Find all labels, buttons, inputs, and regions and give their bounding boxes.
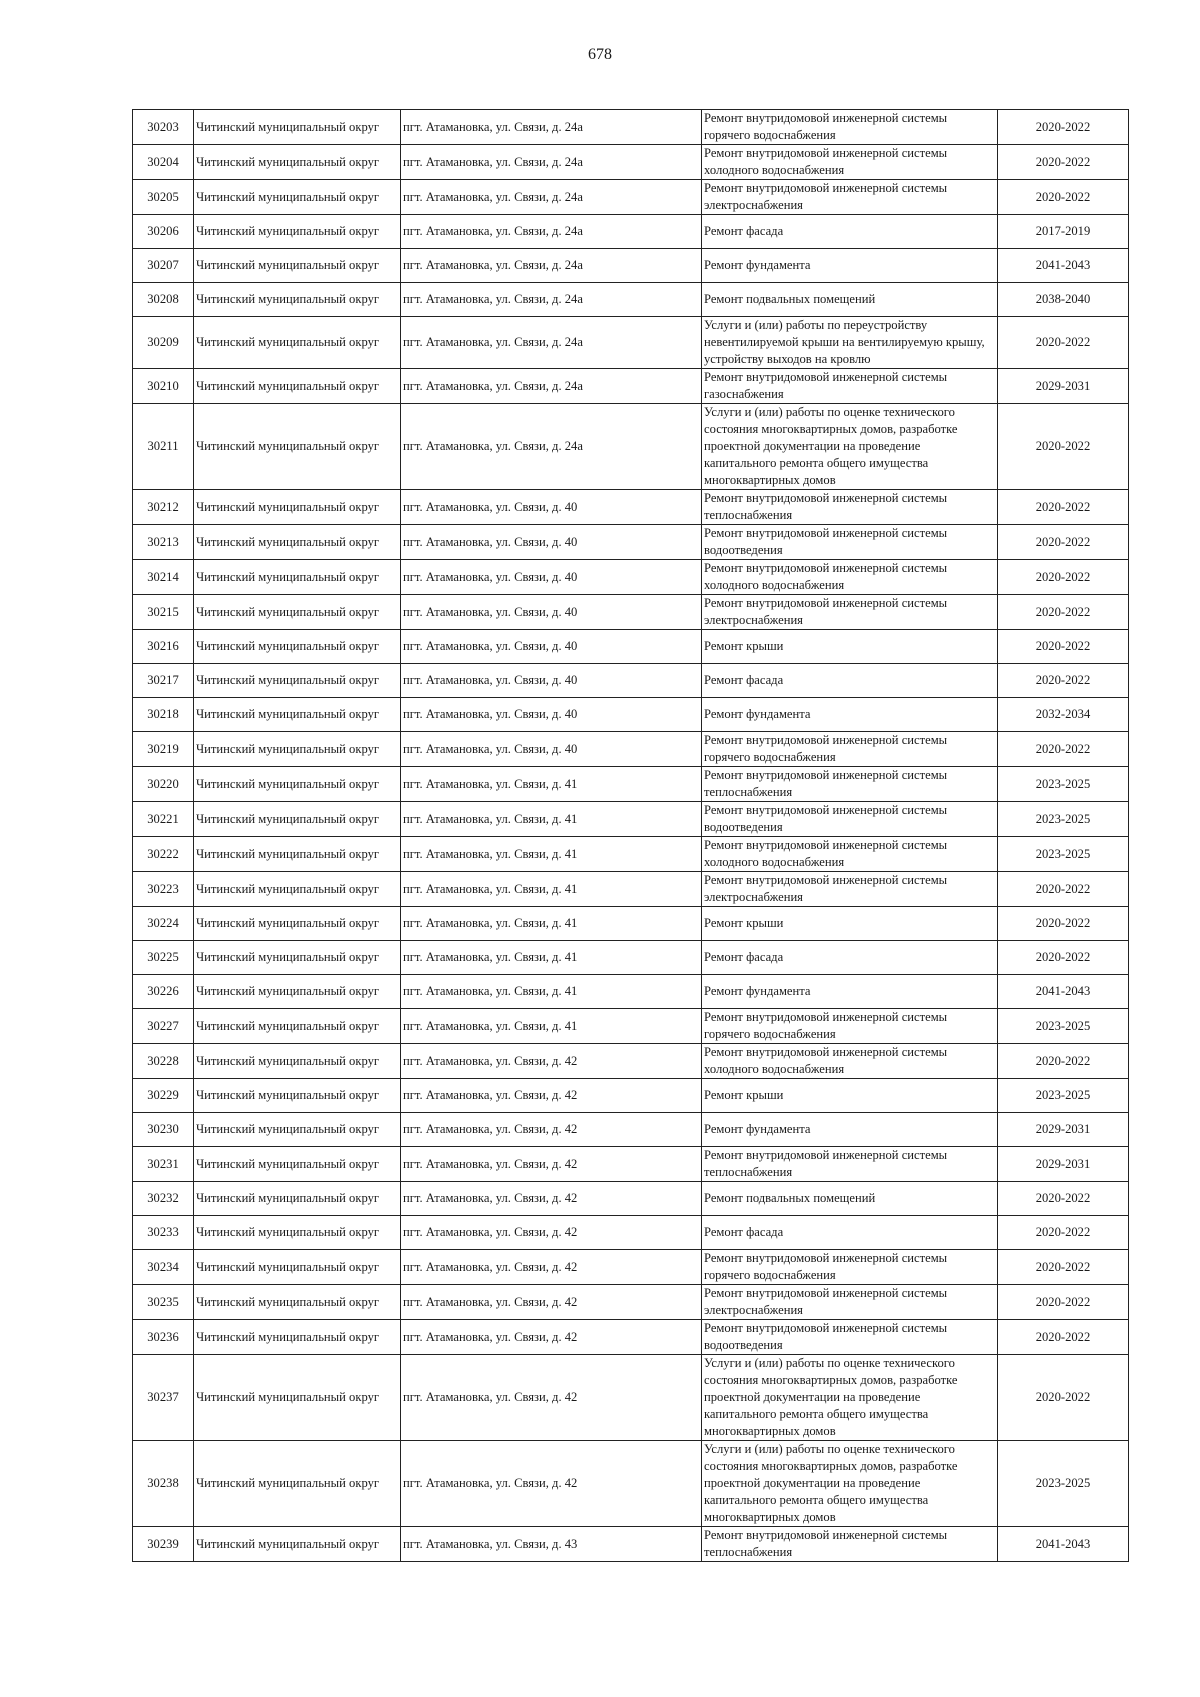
table-row — [133, 732, 1129, 767]
period-cell: 2020-2022 — [998, 630, 1129, 664]
work-type-cell: Ремонт внутридомовой инженерной системы горячего водоснабжения — [702, 732, 998, 767]
period-cell: 2020-2022 — [998, 110, 1129, 145]
address-cell: пгт. Атамановка, ул. Связи, д. 40 — [401, 560, 702, 595]
period-cell: 2023-2025 — [998, 802, 1129, 837]
district-cell: Читинский муниципальный округ — [194, 560, 401, 595]
district-cell: Читинский муниципальный округ — [194, 1182, 401, 1216]
address-cell: пгт. Атамановка, ул. Связи, д. 41 — [401, 837, 702, 872]
work-type-cell: Ремонт внутридомовой инженерной системы электроснабжения — [702, 595, 998, 630]
address-cell: пгт. Атамановка, ул. Связи, д. 40 — [401, 595, 702, 630]
address-cell: пгт. Атамановка, ул. Связи, д. 42 — [401, 1216, 702, 1250]
work-type-cell: Ремонт внутридомовой инженерной системы горячего водоснабжения — [702, 1009, 998, 1044]
row-number-cell: 30203 — [133, 110, 194, 145]
work-type-cell: Услуги и (или) работы по оценке технического состояния многоквартирных домов, разработке проектной документации на проведение капитального ремонта общего имущества многоквартирных домов — [702, 404, 998, 490]
table-row — [133, 941, 1129, 975]
row-number-cell: 30209 — [133, 317, 194, 369]
work-type-cell: Ремонт крыши — [702, 907, 998, 941]
table-row — [133, 283, 1129, 317]
row-number-cell: 30210 — [133, 369, 194, 404]
period-cell: 2020-2022 — [998, 1285, 1129, 1320]
work-type-cell: Ремонт внутридомовой инженерной системы холодного водоснабжения — [702, 1044, 998, 1079]
period-cell: 2020-2022 — [998, 1044, 1129, 1079]
district-cell: Читинский муниципальный округ — [194, 525, 401, 560]
period-cell: 2020-2022 — [998, 1355, 1129, 1441]
work-type-cell: Ремонт внутридомовой инженерной системы теплоснабжения — [702, 1147, 998, 1182]
row-number-cell: 30207 — [133, 249, 194, 283]
table-row — [133, 767, 1129, 802]
period-cell: 2029-2031 — [998, 1147, 1129, 1182]
district-cell: Читинский муниципальный округ — [194, 802, 401, 837]
row-number-cell: 30234 — [133, 1250, 194, 1285]
row-number-cell: 30226 — [133, 975, 194, 1009]
work-type-cell: Ремонт внутридомовой инженерной системы горячего водоснабжения — [702, 110, 998, 145]
row-number-cell: 30224 — [133, 907, 194, 941]
table-row — [133, 837, 1129, 872]
table-row — [133, 907, 1129, 941]
row-number-cell: 30239 — [133, 1527, 194, 1562]
address-cell: пгт. Атамановка, ул. Связи, д. 42 — [401, 1285, 702, 1320]
work-type-cell: Ремонт внутридомовой инженерной системы электроснабжения — [702, 180, 998, 215]
period-cell: 2020-2022 — [998, 525, 1129, 560]
address-cell: пгт. Атамановка, ул. Связи, д. 41 — [401, 767, 702, 802]
district-cell: Читинский муниципальный округ — [194, 145, 401, 180]
row-number-cell: 30212 — [133, 490, 194, 525]
table-row — [133, 249, 1129, 283]
period-cell: 2017-2019 — [998, 215, 1129, 249]
period-cell: 2020-2022 — [998, 907, 1129, 941]
address-cell: пгт. Атамановка, ул. Связи, д. 24а — [401, 249, 702, 283]
work-type-cell: Ремонт крыши — [702, 630, 998, 664]
table-row — [133, 180, 1129, 215]
row-number-cell: 30221 — [133, 802, 194, 837]
address-cell: пгт. Атамановка, ул. Связи, д. 41 — [401, 872, 702, 907]
work-type-cell: Ремонт внутридомовой инженерной системы холодного водоснабжения — [702, 145, 998, 180]
table-row — [133, 872, 1129, 907]
table-row — [133, 317, 1129, 369]
row-number-cell: 30205 — [133, 180, 194, 215]
work-type-cell: Ремонт подвальных помещений — [702, 1182, 998, 1216]
address-cell: пгт. Атамановка, ул. Связи, д. 42 — [401, 1250, 702, 1285]
table-row — [133, 802, 1129, 837]
row-number-cell: 30233 — [133, 1216, 194, 1250]
work-type-cell: Ремонт подвальных помещений — [702, 283, 998, 317]
table-row — [133, 595, 1129, 630]
table-row — [133, 1285, 1129, 1320]
work-type-cell: Ремонт внутридомовой инженерной системы водоотведения — [702, 525, 998, 560]
table-row — [133, 1216, 1129, 1250]
district-cell: Читинский муниципальный округ — [194, 975, 401, 1009]
table-row — [133, 369, 1129, 404]
table-row — [133, 215, 1129, 249]
address-cell: пгт. Атамановка, ул. Связи, д. 24а — [401, 404, 702, 490]
address-cell: пгт. Атамановка, ул. Связи, д. 41 — [401, 941, 702, 975]
address-cell: пгт. Атамановка, ул. Связи, д. 42 — [401, 1355, 702, 1441]
period-cell: 2020-2022 — [998, 941, 1129, 975]
work-type-cell: Ремонт внутридомовой инженерной системы горячего водоснабжения — [702, 1250, 998, 1285]
district-cell: Читинский муниципальный округ — [194, 1044, 401, 1079]
work-type-cell: Ремонт внутридомовой инженерной системы теплоснабжения — [702, 1527, 998, 1562]
period-cell: 2041-2043 — [998, 1527, 1129, 1562]
district-cell: Читинский муниципальный округ — [194, 595, 401, 630]
district-cell: Читинский муниципальный округ — [194, 1147, 401, 1182]
page-number: 678 — [588, 46, 612, 63]
district-cell: Читинский муниципальный округ — [194, 249, 401, 283]
address-cell: пгт. Атамановка, ул. Связи, д. 40 — [401, 630, 702, 664]
district-cell: Читинский муниципальный округ — [194, 664, 401, 698]
work-type-cell: Ремонт внутридомовой инженерной системы теплоснабжения — [702, 767, 998, 802]
table-row — [133, 698, 1129, 732]
work-type-cell: Ремонт внутридомовой инженерной системы газоснабжения — [702, 369, 998, 404]
period-cell: 2020-2022 — [998, 872, 1129, 907]
row-number-cell: 30217 — [133, 664, 194, 698]
address-cell: пгт. Атамановка, ул. Связи, д. 24а — [401, 369, 702, 404]
address-cell: пгт. Атамановка, ул. Связи, д. 24а — [401, 317, 702, 369]
row-number-cell: 30236 — [133, 1320, 194, 1355]
address-cell: пгт. Атамановка, ул. Связи, д. 40 — [401, 490, 702, 525]
row-number-cell: 30229 — [133, 1079, 194, 1113]
row-number-cell: 30222 — [133, 837, 194, 872]
district-cell: Читинский муниципальный округ — [194, 907, 401, 941]
address-cell: пгт. Атамановка, ул. Связи, д. 24а — [401, 180, 702, 215]
district-cell: Читинский муниципальный округ — [194, 283, 401, 317]
row-number-cell: 30225 — [133, 941, 194, 975]
table-row — [133, 1441, 1129, 1527]
address-cell: пгт. Атамановка, ул. Связи, д. 40 — [401, 525, 702, 560]
address-cell: пгт. Атамановка, ул. Связи, д. 41 — [401, 1009, 702, 1044]
address-cell: пгт. Атамановка, ул. Связи, д. 24а — [401, 110, 702, 145]
table-row — [133, 1009, 1129, 1044]
period-cell: 2020-2022 — [998, 404, 1129, 490]
work-type-cell: Услуги и (или) работы по переустройству невентилируемой крыши на вентилируемую крышу, устройству выходов на кровлю — [702, 317, 998, 369]
period-cell: 2020-2022 — [998, 1250, 1129, 1285]
address-cell: пгт. Атамановка, ул. Связи, д. 42 — [401, 1320, 702, 1355]
work-type-cell: Ремонт внутридомовой инженерной системы холодного водоснабжения — [702, 560, 998, 595]
period-cell: 2020-2022 — [998, 560, 1129, 595]
row-number-cell: 30228 — [133, 1044, 194, 1079]
row-number-cell: 30219 — [133, 732, 194, 767]
row-number-cell: 30223 — [133, 872, 194, 907]
period-cell: 2020-2022 — [998, 180, 1129, 215]
table-row — [133, 1355, 1129, 1441]
district-cell: Читинский муниципальный округ — [194, 698, 401, 732]
period-cell: 2020-2022 — [998, 595, 1129, 630]
table-row — [133, 1147, 1129, 1182]
work-type-cell: Услуги и (или) работы по оценке технического состояния многоквартирных домов, разработке проектной документации на проведение капитального ремонта общего имущества многоквартирных домов — [702, 1355, 998, 1441]
work-type-cell: Ремонт фундамента — [702, 975, 998, 1009]
row-number-cell: 30211 — [133, 404, 194, 490]
address-cell: пгт. Атамановка, ул. Связи, д. 42 — [401, 1441, 702, 1527]
work-type-cell: Ремонт внутридомовой инженерной системы электроснабжения — [702, 1285, 998, 1320]
period-cell: 2041-2043 — [998, 975, 1129, 1009]
work-type-cell: Ремонт внутридомовой инженерной системы теплоснабжения — [702, 490, 998, 525]
table-row — [133, 404, 1129, 490]
period-cell: 2020-2022 — [998, 1182, 1129, 1216]
address-cell: пгт. Атамановка, ул. Связи, д. 42 — [401, 1044, 702, 1079]
address-cell: пгт. Атамановка, ул. Связи, д. 41 — [401, 802, 702, 837]
row-number-cell: 30237 — [133, 1355, 194, 1441]
row-number-cell: 30238 — [133, 1441, 194, 1527]
work-type-cell: Ремонт фасада — [702, 664, 998, 698]
period-cell: 2020-2022 — [998, 732, 1129, 767]
table-row — [133, 1527, 1129, 1562]
period-cell: 2032-2034 — [998, 698, 1129, 732]
period-cell: 2020-2022 — [998, 1320, 1129, 1355]
address-cell: пгт. Атамановка, ул. Связи, д. 43 — [401, 1527, 702, 1562]
row-number-cell: 30206 — [133, 215, 194, 249]
period-cell: 2023-2025 — [998, 767, 1129, 802]
address-cell: пгт. Атамановка, ул. Связи, д. 24а — [401, 145, 702, 180]
row-number-cell: 30220 — [133, 767, 194, 802]
work-type-cell: Ремонт крыши — [702, 1079, 998, 1113]
address-cell: пгт. Атамановка, ул. Связи, д. 40 — [401, 732, 702, 767]
period-cell: 2038-2040 — [998, 283, 1129, 317]
period-cell: 2041-2043 — [998, 249, 1129, 283]
district-cell: Читинский муниципальный округ — [194, 215, 401, 249]
row-number-cell: 30227 — [133, 1009, 194, 1044]
row-number-cell: 30213 — [133, 525, 194, 560]
table-row — [133, 1182, 1129, 1216]
period-cell: 2023-2025 — [998, 837, 1129, 872]
work-type-cell: Ремонт фундамента — [702, 698, 998, 732]
row-number-cell: 30204 — [133, 145, 194, 180]
district-cell: Читинский муниципальный округ — [194, 732, 401, 767]
district-cell: Читинский муниципальный округ — [194, 1527, 401, 1562]
period-cell: 2023-2025 — [998, 1009, 1129, 1044]
district-cell: Читинский муниципальный округ — [194, 1009, 401, 1044]
address-cell: пгт. Атамановка, ул. Связи, д. 24а — [401, 283, 702, 317]
period-cell: 2020-2022 — [998, 664, 1129, 698]
district-cell: Читинский муниципальный округ — [194, 110, 401, 145]
period-cell: 2023-2025 — [998, 1441, 1129, 1527]
district-cell: Читинский муниципальный округ — [194, 872, 401, 907]
table-row — [133, 110, 1129, 145]
address-cell: пгт. Атамановка, ул. Связи, д. 40 — [401, 664, 702, 698]
address-cell: пгт. Атамановка, ул. Связи, д. 42 — [401, 1182, 702, 1216]
district-cell: Читинский муниципальный округ — [194, 369, 401, 404]
row-number-cell: 30214 — [133, 560, 194, 595]
table-row — [133, 525, 1129, 560]
district-cell: Читинский муниципальный округ — [194, 490, 401, 525]
table-row — [133, 145, 1129, 180]
row-number-cell: 30218 — [133, 698, 194, 732]
row-number-cell: 30230 — [133, 1113, 194, 1147]
table-row — [133, 560, 1129, 595]
address-cell: пгт. Атамановка, ул. Связи, д. 42 — [401, 1079, 702, 1113]
work-type-cell: Услуги и (или) работы по оценке технического состояния многоквартирных домов, разработке проектной документации на проведение капитального ремонта общего имущества многоквартирных домов — [702, 1441, 998, 1527]
work-type-cell: Ремонт внутридомовой инженерной системы холодного водоснабжения — [702, 837, 998, 872]
district-cell: Читинский муниципальный округ — [194, 1216, 401, 1250]
district-cell: Читинский муниципальный округ — [194, 837, 401, 872]
work-type-cell: Ремонт внутридомовой инженерной системы водоотведения — [702, 1320, 998, 1355]
district-cell: Читинский муниципальный округ — [194, 1250, 401, 1285]
capital-repair-table — [132, 109, 1129, 1562]
period-cell: 2020-2022 — [998, 145, 1129, 180]
row-number-cell: 30208 — [133, 283, 194, 317]
table-row — [133, 664, 1129, 698]
work-type-cell: Ремонт внутридомовой инженерной системы электроснабжения — [702, 872, 998, 907]
address-cell: пгт. Атамановка, ул. Связи, д. 24а — [401, 215, 702, 249]
table-row — [133, 1250, 1129, 1285]
row-number-cell: 30215 — [133, 595, 194, 630]
period-cell: 2023-2025 — [998, 1079, 1129, 1113]
district-cell: Читинский муниципальный округ — [194, 1285, 401, 1320]
row-number-cell: 30235 — [133, 1285, 194, 1320]
district-cell: Читинский муниципальный округ — [194, 1355, 401, 1441]
table-row — [133, 975, 1129, 1009]
district-cell: Читинский муниципальный округ — [194, 1079, 401, 1113]
address-cell: пгт. Атамановка, ул. Связи, д. 41 — [401, 907, 702, 941]
period-cell: 2029-2031 — [998, 369, 1129, 404]
address-cell: пгт. Атамановка, ул. Связи, д. 42 — [401, 1147, 702, 1182]
work-type-cell: Ремонт фундамента — [702, 249, 998, 283]
district-cell: Читинский муниципальный округ — [194, 630, 401, 664]
row-number-cell: 30216 — [133, 630, 194, 664]
work-type-cell: Ремонт внутридомовой инженерной системы водоотведения — [702, 802, 998, 837]
row-number-cell: 30232 — [133, 1182, 194, 1216]
period-cell: 2020-2022 — [998, 317, 1129, 369]
district-cell: Читинский муниципальный округ — [194, 1320, 401, 1355]
table-row — [133, 1320, 1129, 1355]
address-cell: пгт. Атамановка, ул. Связи, д. 41 — [401, 975, 702, 1009]
table-row — [133, 1044, 1129, 1079]
period-cell: 2020-2022 — [998, 1216, 1129, 1250]
address-cell: пгт. Атамановка, ул. Связи, д. 42 — [401, 1113, 702, 1147]
district-cell: Читинский муниципальный округ — [194, 941, 401, 975]
district-cell: Читинский муниципальный округ — [194, 180, 401, 215]
district-cell: Читинский муниципальный округ — [194, 767, 401, 802]
district-cell: Читинский муниципальный округ — [194, 404, 401, 490]
table-body — [133, 110, 1129, 1562]
table-row — [133, 1113, 1129, 1147]
work-type-cell: Ремонт фасада — [702, 1216, 998, 1250]
work-type-cell: Ремонт фасада — [702, 941, 998, 975]
table-row — [133, 490, 1129, 525]
address-cell: пгт. Атамановка, ул. Связи, д. 40 — [401, 698, 702, 732]
row-number-cell: 30231 — [133, 1147, 194, 1182]
period-cell: 2020-2022 — [998, 490, 1129, 525]
district-cell: Читинский муниципальный округ — [194, 1441, 401, 1527]
work-type-cell: Ремонт фундамента — [702, 1113, 998, 1147]
period-cell: 2029-2031 — [998, 1113, 1129, 1147]
district-cell: Читинский муниципальный округ — [194, 1113, 401, 1147]
table-row — [133, 630, 1129, 664]
district-cell: Читинский муниципальный округ — [194, 317, 401, 369]
table-row — [133, 1079, 1129, 1113]
work-type-cell: Ремонт фасада — [702, 215, 998, 249]
